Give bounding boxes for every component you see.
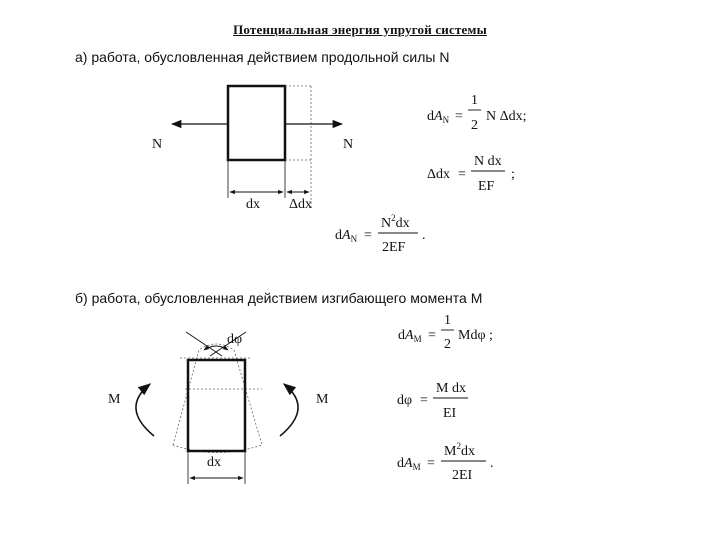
- fb2-den: EI: [443, 406, 457, 421]
- fa2-num: N dx: [474, 154, 502, 169]
- formula-b3: [397, 441, 494, 483]
- fb1-den: 2: [444, 337, 451, 352]
- dim-dx-b-label: dx: [207, 455, 221, 470]
- fb3-A: A: [404, 456, 413, 471]
- fa1-eq: =: [455, 109, 463, 124]
- fb3-eq: =: [427, 456, 435, 471]
- element-block-b: [188, 360, 245, 451]
- formula-a2: [427, 154, 515, 194]
- formula-a1: [427, 93, 527, 133]
- moment-left-arrow: [136, 384, 154, 436]
- fa3-eq: =: [364, 228, 372, 243]
- fb3-num-tail: dx: [460, 444, 475, 459]
- dim-delta-dx-label: Δdx: [289, 197, 313, 212]
- formula-b1: [398, 313, 493, 352]
- fb1-rhs: Mdφ ;: [458, 328, 493, 343]
- fb3-tail: .: [490, 456, 494, 471]
- fa3-A: A: [342, 228, 351, 243]
- force-right-label: N: [343, 137, 354, 152]
- svg-text:M2dx: [444, 441, 475, 459]
- fa3-num-base: N: [381, 216, 392, 231]
- svg-text:N2dx: [381, 213, 410, 231]
- svg-text:dAN: [427, 109, 450, 125]
- fa1-sub: N: [442, 115, 450, 125]
- fb1-num: 1: [444, 313, 451, 328]
- formula-a3: [335, 213, 426, 255]
- fb2-num: M dx: [436, 381, 466, 396]
- fa1-A: A: [434, 109, 443, 124]
- fa1-num: 1: [471, 93, 478, 108]
- fa2-tail: ;: [511, 167, 515, 182]
- svg-text:dAM: [398, 328, 422, 344]
- moment-right-arrow: [280, 384, 298, 436]
- angle-label: dφ: [227, 332, 243, 347]
- element-block: [228, 86, 285, 160]
- moment-left-label: M: [108, 392, 121, 407]
- fb1-A: A: [405, 328, 414, 343]
- fb3-num-base: M: [444, 444, 457, 459]
- fb3-sub: M: [412, 462, 421, 472]
- fb2-lhs: dφ: [397, 393, 413, 408]
- fa2-lhs: Δdx: [427, 167, 451, 182]
- moment-right-label: M: [316, 392, 329, 407]
- fb1-sub: M: [413, 334, 422, 344]
- fa3-num-sup: 2: [391, 213, 396, 223]
- fa3-tail: .: [422, 228, 426, 243]
- fb3-den: 2EI: [452, 468, 473, 483]
- fa2-den: EF: [478, 179, 495, 194]
- fa2-eq: =: [458, 167, 466, 182]
- fb3-num-sup: 2: [456, 441, 461, 451]
- page-title: Потенциальная энергия упругой системы: [233, 22, 487, 37]
- force-left-label: N: [152, 137, 163, 152]
- fa1-rhs: N Δdx;: [486, 109, 527, 124]
- section-b-label: б) работа, обусловленная действием изгибающего момента М: [75, 290, 483, 306]
- fa1-d: d: [427, 109, 434, 124]
- fb1-d: d: [398, 328, 405, 343]
- svg-text:dAN: [335, 228, 358, 244]
- fb3-d: d: [397, 456, 404, 471]
- dim-dx-label: dx: [246, 197, 260, 212]
- fa3-num-tail: dx: [395, 216, 410, 231]
- fa1-den: 2: [471, 118, 478, 133]
- svg-text:dAM: [397, 456, 421, 472]
- fa3-den: 2EF: [382, 240, 406, 255]
- axial-diagram: [152, 86, 353, 212]
- fb1-eq: =: [428, 328, 436, 343]
- section-a-label: а) работа, обусловленная действием продольной силы N: [75, 49, 450, 65]
- fb2-eq: =: [420, 393, 428, 408]
- fa3-d: d: [335, 228, 342, 243]
- fa3-sub: N: [350, 234, 358, 244]
- formula-b2: [397, 381, 468, 421]
- bending-diagram: [108, 332, 329, 484]
